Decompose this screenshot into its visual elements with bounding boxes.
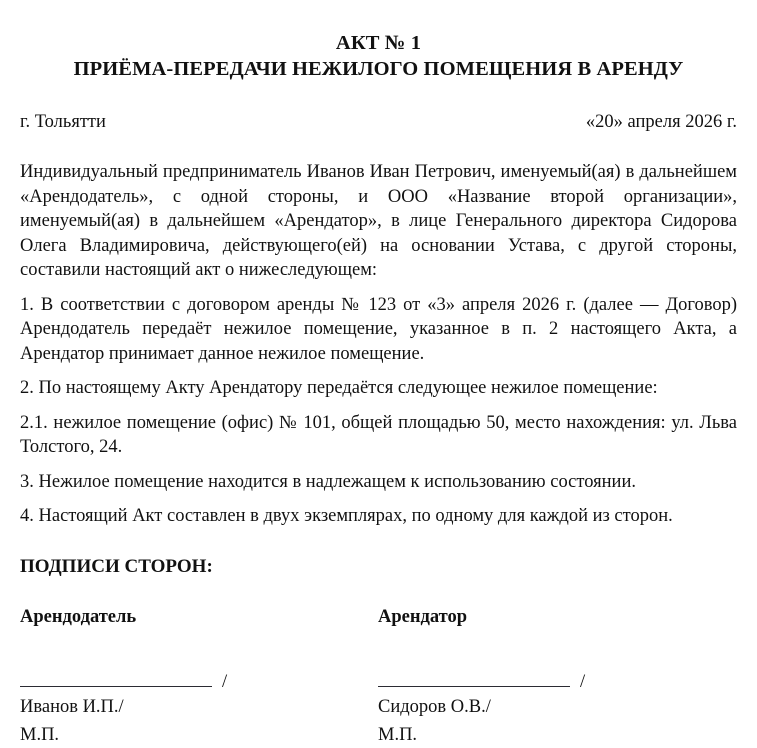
signature-role-label: Арендодатель xyxy=(20,606,137,627)
signatures-heading: ПОДПИСИ СТОРОН: xyxy=(20,555,213,577)
signature-line-row xyxy=(20,671,378,691)
document-title-subject: ПРИЁМА-ПЕРЕДАЧИ НЕЖИЛОГО ПОМЕЩЕНИЯ В АРЕНДУ xyxy=(73,58,684,80)
signature-rule xyxy=(20,686,212,687)
document-title-block xyxy=(20,0,737,82)
signature-block-lessor xyxy=(20,605,378,748)
signature-slash: / xyxy=(580,671,586,692)
document-city: г. Тольятти xyxy=(20,112,106,132)
paragraph-preamble: Индивидуальный предприниматель Иванов Иван Петрович, именуемый(ая) в дальнейшем «Арендодатель», с одной стороны, и ООО «Название второй организации», именуемый(ая) в дальнейшем «Арендатор», в лице Генерального директора Сидорова Олега Владимировича, действующего(ей) на основании Устава, с другой стороны, составили настоящий акт о нижеследующем: xyxy=(20,162,737,280)
signature-name: Иванов И.П./ xyxy=(20,696,124,717)
paragraph-clause-3: 3. Нежилое помещение находится в надлежащем к использованию состоянии. xyxy=(20,471,636,492)
document-body xyxy=(20,160,737,529)
signature-line-row xyxy=(378,671,736,691)
signature-block-lessee xyxy=(378,605,736,748)
place-and-date-row xyxy=(20,110,737,134)
signature-stamp-mark: М.П. xyxy=(378,724,418,745)
signature-columns xyxy=(20,605,737,748)
paragraph-clause-2: 2. По настоящему Акту Арендатору передаётся следующее нежилое помещение: xyxy=(20,378,658,398)
signature-slash: / xyxy=(222,671,228,692)
paragraph-clause-4: 4. Настоящий Акт составлен в двух экземплярах, по одному для каждой из сторон. xyxy=(20,506,673,526)
signature-role-label: Арендатор xyxy=(378,606,468,627)
paragraph-clause-1: 1. В соответствии с договором аренды № 123 от «3» апреля 2026 г. (далее — Договор) Арендодатель передаёт нежилое помещение, указанное в п. 2 настоящего Акта, а Арендатор принимает данное нежилое помещение. xyxy=(20,294,737,364)
signature-name: Сидоров О.В./ xyxy=(378,696,491,717)
signature-stamp-mark: М.П. xyxy=(20,724,60,745)
signature-rule xyxy=(378,686,570,687)
paragraph-clause-2-1: 2.1. нежилое помещение (офис) № 101, общей площадью 50, место нахождения: ул. Льва Толстого, 24. xyxy=(20,412,737,457)
document-date: «20» апреля 2026 г. xyxy=(585,112,737,132)
document-title-number: АКТ № 1 xyxy=(335,32,422,54)
